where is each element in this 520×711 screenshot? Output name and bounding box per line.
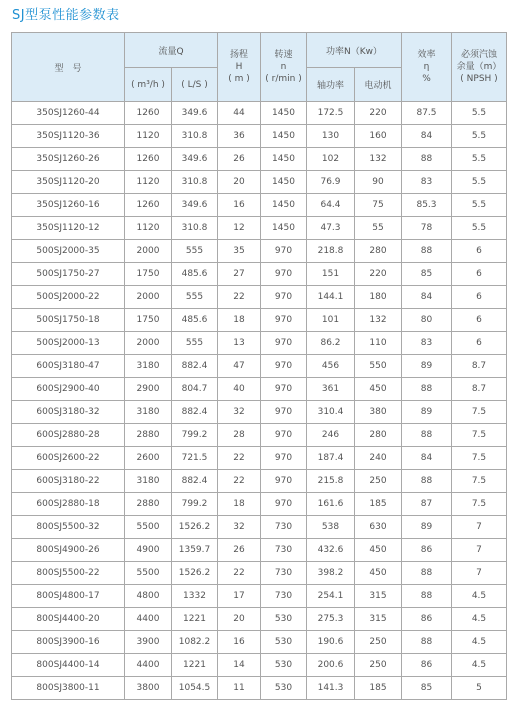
cell-flow-m3h: 2880: [125, 424, 172, 447]
header-model: 型 号: [12, 33, 125, 102]
cell-flow-ls: 555: [172, 240, 218, 263]
header-head: 扬程 H ( m ): [218, 33, 261, 102]
cell-head: 28: [218, 424, 261, 447]
cell-shaft-power: 161.6: [307, 493, 355, 516]
cell-flow-ls: 799.2: [172, 493, 218, 516]
header-efficiency: 效率 η %: [402, 33, 452, 102]
cell-flow-m3h: 3800: [125, 677, 172, 700]
cell-model: 350SJ1260-26: [12, 148, 125, 171]
cell-head: 40: [218, 378, 261, 401]
cell-head: 20: [218, 171, 261, 194]
cell-motor-power: 185: [355, 493, 402, 516]
cell-shaft-power: 275.3: [307, 608, 355, 631]
cell-flow-m3h: 4400: [125, 654, 172, 677]
cell-model: 800SJ4800-17: [12, 585, 125, 608]
cell-model: 600SJ2900-40: [12, 378, 125, 401]
table-row: [12, 194, 507, 217]
table-row: [12, 309, 507, 332]
header-speed: 转速 n ( r/min ): [261, 33, 307, 102]
table-row: [12, 217, 507, 240]
table-row: [12, 562, 507, 585]
cell-npsh: 4.5: [452, 631, 507, 654]
cell-motor-power: 185: [355, 677, 402, 700]
cell-flow-ls: 310.8: [172, 171, 218, 194]
table-row: [12, 332, 507, 355]
cell-efficiency: 83: [402, 332, 452, 355]
cell-head: 13: [218, 332, 261, 355]
cell-efficiency: 86: [402, 654, 452, 677]
cell-shaft-power: 310.4: [307, 401, 355, 424]
table-row: [12, 470, 507, 493]
cell-shaft-power: 398.2: [307, 562, 355, 585]
cell-motor-power: 380: [355, 401, 402, 424]
cell-head: 22: [218, 562, 261, 585]
cell-flow-m3h: 1260: [125, 194, 172, 217]
cell-efficiency: 80: [402, 309, 452, 332]
table-body: [12, 102, 507, 700]
cell-head: 27: [218, 263, 261, 286]
cell-npsh: 6: [452, 309, 507, 332]
cell-flow-m3h: 1750: [125, 263, 172, 286]
cell-motor-power: 630: [355, 516, 402, 539]
cell-efficiency: 86: [402, 539, 452, 562]
cell-npsh: 7.5: [452, 447, 507, 470]
cell-flow-ls: 882.4: [172, 470, 218, 493]
header-motor: 电动机: [355, 68, 402, 102]
cell-model: 350SJ1260-16: [12, 194, 125, 217]
table-row: [12, 240, 507, 263]
cell-head: 32: [218, 516, 261, 539]
cell-flow-m3h: 5500: [125, 516, 172, 539]
table-row: [12, 263, 507, 286]
cell-model: 500SJ2000-22: [12, 286, 125, 309]
cell-npsh: 4.5: [452, 608, 507, 631]
cell-motor-power: 250: [355, 654, 402, 677]
cell-efficiency: 88: [402, 631, 452, 654]
cell-flow-ls: 1526.2: [172, 562, 218, 585]
header-flow-ls: ( L/S ): [172, 68, 218, 102]
table-row: [12, 378, 507, 401]
table-row: [12, 355, 507, 378]
cell-motor-power: 450: [355, 539, 402, 562]
cell-shaft-power: 246: [307, 424, 355, 447]
table-title: SJ型泵性能参数表: [12, 8, 120, 23]
cell-npsh: 7.5: [452, 470, 507, 493]
cell-flow-m3h: 2000: [125, 332, 172, 355]
cell-shaft-power: 130: [307, 125, 355, 148]
cell-model: 350SJ1120-20: [12, 171, 125, 194]
cell-npsh: 5.5: [452, 194, 507, 217]
table-row: [12, 401, 507, 424]
cell-flow-m3h: 1260: [125, 102, 172, 125]
cell-speed: 970: [261, 493, 307, 516]
cell-motor-power: 280: [355, 424, 402, 447]
cell-head: 32: [218, 401, 261, 424]
cell-head: 22: [218, 286, 261, 309]
cell-efficiency: 84: [402, 125, 452, 148]
cell-flow-m3h: 2900: [125, 378, 172, 401]
cell-efficiency: 88: [402, 378, 452, 401]
cell-npsh: 7.5: [452, 401, 507, 424]
cell-shaft-power: 141.3: [307, 677, 355, 700]
cell-efficiency: 88: [402, 424, 452, 447]
cell-model: 500SJ2000-35: [12, 240, 125, 263]
table-row: [12, 631, 507, 654]
cell-speed: 1450: [261, 148, 307, 171]
cell-motor-power: 75: [355, 194, 402, 217]
cell-flow-m3h: 1260: [125, 148, 172, 171]
cell-npsh: 7: [452, 539, 507, 562]
cell-efficiency: 89: [402, 516, 452, 539]
cell-flow-m3h: 4900: [125, 539, 172, 562]
cell-npsh: 6: [452, 332, 507, 355]
cell-speed: 970: [261, 240, 307, 263]
cell-speed: 970: [261, 401, 307, 424]
cell-model: 600SJ3180-22: [12, 470, 125, 493]
cell-model: 800SJ5500-32: [12, 516, 125, 539]
cell-model: 800SJ5500-22: [12, 562, 125, 585]
cell-motor-power: 240: [355, 447, 402, 470]
cell-flow-ls: 1054.5: [172, 677, 218, 700]
cell-shaft-power: 200.6: [307, 654, 355, 677]
cell-flow-m3h: 3180: [125, 470, 172, 493]
table-row: [12, 171, 507, 194]
cell-speed: 730: [261, 516, 307, 539]
cell-motor-power: 550: [355, 355, 402, 378]
cell-npsh: 5.5: [452, 125, 507, 148]
cell-speed: 970: [261, 286, 307, 309]
cell-speed: 1450: [261, 171, 307, 194]
cell-npsh: 5.5: [452, 217, 507, 240]
cell-model: 800SJ3800-11: [12, 677, 125, 700]
cell-efficiency: 85.3: [402, 194, 452, 217]
cell-efficiency: 89: [402, 355, 452, 378]
cell-shaft-power: 47.3: [307, 217, 355, 240]
cell-head: 20: [218, 608, 261, 631]
cell-motor-power: 160: [355, 125, 402, 148]
cell-flow-ls: 485.6: [172, 309, 218, 332]
cell-shaft-power: 101: [307, 309, 355, 332]
cell-speed: 970: [261, 424, 307, 447]
header-flow: 流量Q: [125, 33, 218, 68]
cell-shaft-power: 102: [307, 148, 355, 171]
cell-speed: 970: [261, 378, 307, 401]
cell-model: 600SJ3180-47: [12, 355, 125, 378]
cell-head: 47: [218, 355, 261, 378]
cell-npsh: 7.5: [452, 424, 507, 447]
cell-model: 600SJ2880-28: [12, 424, 125, 447]
table-row: [12, 286, 507, 309]
cell-shaft-power: 187.4: [307, 447, 355, 470]
cell-model: 350SJ1120-12: [12, 217, 125, 240]
table-row: [12, 447, 507, 470]
table-row: [12, 148, 507, 171]
table-row: [12, 654, 507, 677]
cell-npsh: 7: [452, 516, 507, 539]
cell-motor-power: 280: [355, 240, 402, 263]
table-row: [12, 608, 507, 631]
cell-flow-m3h: 3180: [125, 401, 172, 424]
cell-flow-ls: 1221: [172, 654, 218, 677]
cell-efficiency: 88: [402, 585, 452, 608]
cell-flow-m3h: 1120: [125, 125, 172, 148]
cell-head: 44: [218, 102, 261, 125]
cell-efficiency: 83: [402, 171, 452, 194]
cell-speed: 970: [261, 263, 307, 286]
cell-efficiency: 84: [402, 447, 452, 470]
cell-flow-ls: 1221: [172, 608, 218, 631]
cell-shaft-power: 254.1: [307, 585, 355, 608]
cell-shaft-power: 86.2: [307, 332, 355, 355]
cell-motor-power: 132: [355, 309, 402, 332]
table-row: [12, 585, 507, 608]
cell-efficiency: 87: [402, 493, 452, 516]
cell-shaft-power: 538: [307, 516, 355, 539]
cell-model: 800SJ4900-26: [12, 539, 125, 562]
header-flow-m3h: ( m³/h ): [125, 68, 172, 102]
cell-npsh: 5.5: [452, 148, 507, 171]
cell-shaft-power: 172.5: [307, 102, 355, 125]
cell-motor-power: 90: [355, 171, 402, 194]
cell-npsh: 7.5: [452, 493, 507, 516]
cell-efficiency: 85: [402, 677, 452, 700]
cell-motor-power: 180: [355, 286, 402, 309]
cell-model: 500SJ1750-27: [12, 263, 125, 286]
table-row: [12, 677, 507, 700]
cell-flow-ls: 1359.7: [172, 539, 218, 562]
cell-npsh: 6: [452, 240, 507, 263]
cell-efficiency: 88: [402, 470, 452, 493]
cell-flow-m3h: 2600: [125, 447, 172, 470]
cell-head: 17: [218, 585, 261, 608]
table-row: [12, 424, 507, 447]
cell-flow-ls: 1526.2: [172, 516, 218, 539]
cell-head: 12: [218, 217, 261, 240]
cell-shaft-power: 144.1: [307, 286, 355, 309]
cell-shaft-power: 218.8: [307, 240, 355, 263]
cell-speed: 970: [261, 355, 307, 378]
cell-head: 18: [218, 493, 261, 516]
pump-performance-table: [11, 32, 507, 700]
cell-shaft-power: 432.6: [307, 539, 355, 562]
cell-head: 26: [218, 148, 261, 171]
cell-model: 600SJ3180-32: [12, 401, 125, 424]
cell-efficiency: 85: [402, 263, 452, 286]
cell-speed: 1450: [261, 125, 307, 148]
cell-speed: 1450: [261, 102, 307, 125]
cell-efficiency: 89: [402, 401, 452, 424]
cell-shaft-power: 456: [307, 355, 355, 378]
cell-head: 22: [218, 447, 261, 470]
cell-motor-power: 55: [355, 217, 402, 240]
cell-speed: 730: [261, 585, 307, 608]
cell-flow-m3h: 4800: [125, 585, 172, 608]
cell-flow-ls: 1082.2: [172, 631, 218, 654]
cell-motor-power: 450: [355, 562, 402, 585]
cell-flow-ls: 1332: [172, 585, 218, 608]
cell-npsh: 7: [452, 562, 507, 585]
table-row: [12, 102, 507, 125]
cell-speed: 530: [261, 631, 307, 654]
table-row: [12, 493, 507, 516]
cell-speed: 530: [261, 654, 307, 677]
cell-shaft-power: 215.8: [307, 470, 355, 493]
table-row: [12, 539, 507, 562]
cell-head: 22: [218, 470, 261, 493]
cell-npsh: 4.5: [452, 654, 507, 677]
header-power: 功率N（Kw）: [307, 33, 402, 68]
cell-model: 800SJ3900-16: [12, 631, 125, 654]
cell-npsh: 5: [452, 677, 507, 700]
cell-npsh: 5.5: [452, 102, 507, 125]
cell-flow-ls: 349.6: [172, 102, 218, 125]
cell-motor-power: 110: [355, 332, 402, 355]
cell-head: 11: [218, 677, 261, 700]
cell-speed: 730: [261, 539, 307, 562]
cell-npsh: 5.5: [452, 171, 507, 194]
cell-model: 600SJ2880-18: [12, 493, 125, 516]
cell-npsh: 6: [452, 263, 507, 286]
cell-shaft-power: 151: [307, 263, 355, 286]
cell-model: 500SJ2000-13: [12, 332, 125, 355]
cell-model: 500SJ1750-18: [12, 309, 125, 332]
cell-speed: 530: [261, 608, 307, 631]
cell-shaft-power: 76.9: [307, 171, 355, 194]
cell-head: 14: [218, 654, 261, 677]
cell-model: 600SJ2600-22: [12, 447, 125, 470]
cell-npsh: 6: [452, 286, 507, 309]
cell-flow-ls: 555: [172, 286, 218, 309]
cell-flow-m3h: 5500: [125, 562, 172, 585]
table-row: [12, 516, 507, 539]
cell-efficiency: 88: [402, 240, 452, 263]
cell-shaft-power: 361: [307, 378, 355, 401]
cell-motor-power: 220: [355, 102, 402, 125]
cell-npsh: 4.5: [452, 585, 507, 608]
cell-head: 16: [218, 631, 261, 654]
cell-efficiency: 88: [402, 562, 452, 585]
cell-flow-ls: 882.4: [172, 355, 218, 378]
cell-motor-power: 315: [355, 585, 402, 608]
cell-flow-ls: 349.6: [172, 148, 218, 171]
cell-motor-power: 450: [355, 378, 402, 401]
cell-flow-ls: 310.8: [172, 217, 218, 240]
table-row: [12, 125, 507, 148]
cell-flow-m3h: 1750: [125, 309, 172, 332]
cell-head: 36: [218, 125, 261, 148]
cell-flow-m3h: 2880: [125, 493, 172, 516]
cell-efficiency: 86: [402, 608, 452, 631]
cell-efficiency: 88: [402, 148, 452, 171]
cell-head: 26: [218, 539, 261, 562]
cell-speed: 530: [261, 677, 307, 700]
cell-efficiency: 87.5: [402, 102, 452, 125]
header-npsh: 必须汽蚀 余量（m） ( NPSH ): [452, 33, 507, 102]
cell-speed: 970: [261, 470, 307, 493]
cell-model: 350SJ1260-44: [12, 102, 125, 125]
cell-speed: 1450: [261, 194, 307, 217]
cell-efficiency: 84: [402, 286, 452, 309]
cell-motor-power: 132: [355, 148, 402, 171]
cell-head: 35: [218, 240, 261, 263]
cell-speed: 730: [261, 562, 307, 585]
cell-model: 800SJ4400-20: [12, 608, 125, 631]
cell-efficiency: 78: [402, 217, 452, 240]
cell-flow-m3h: 4400: [125, 608, 172, 631]
cell-shaft-power: 190.6: [307, 631, 355, 654]
cell-model: 350SJ1120-36: [12, 125, 125, 148]
cell-flow-ls: 349.6: [172, 194, 218, 217]
cell-flow-m3h: 2000: [125, 286, 172, 309]
cell-flow-ls: 804.7: [172, 378, 218, 401]
cell-head: 18: [218, 309, 261, 332]
cell-speed: 1450: [261, 217, 307, 240]
cell-motor-power: 250: [355, 631, 402, 654]
cell-flow-ls: 799.2: [172, 424, 218, 447]
cell-flow-m3h: 2000: [125, 240, 172, 263]
cell-npsh: 8.7: [452, 355, 507, 378]
cell-shaft-power: 64.4: [307, 194, 355, 217]
cell-npsh: 8.7: [452, 378, 507, 401]
cell-model: 800SJ4400-14: [12, 654, 125, 677]
cell-flow-ls: 485.6: [172, 263, 218, 286]
cell-flow-m3h: 3180: [125, 355, 172, 378]
cell-motor-power: 315: [355, 608, 402, 631]
cell-speed: 970: [261, 332, 307, 355]
cell-flow-ls: 555: [172, 332, 218, 355]
cell-flow-m3h: 1120: [125, 217, 172, 240]
cell-motor-power: 250: [355, 470, 402, 493]
cell-flow-ls: 882.4: [172, 401, 218, 424]
header-shaft-power: 轴功率: [307, 68, 355, 102]
cell-flow-m3h: 1120: [125, 171, 172, 194]
cell-head: 16: [218, 194, 261, 217]
cell-motor-power: 220: [355, 263, 402, 286]
cell-flow-m3h: 3900: [125, 631, 172, 654]
cell-speed: 970: [261, 447, 307, 470]
cell-flow-ls: 310.8: [172, 125, 218, 148]
cell-flow-ls: 721.5: [172, 447, 218, 470]
cell-speed: 970: [261, 309, 307, 332]
